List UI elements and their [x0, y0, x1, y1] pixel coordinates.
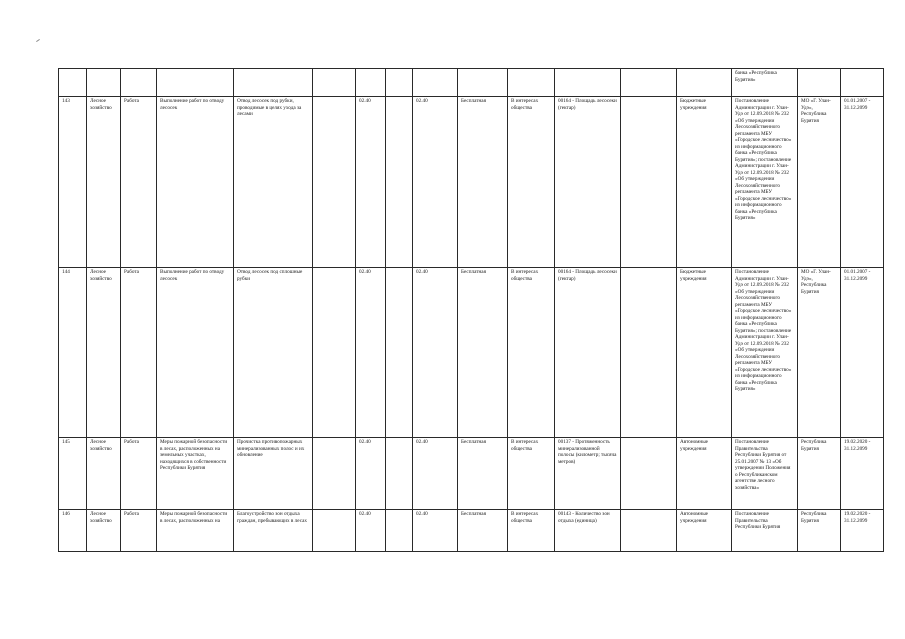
table-row-continued	[59, 69, 884, 97]
table-row	[59, 268, 884, 438]
cell-payment: Бесплатная	[458, 438, 508, 510]
cell-content: Прочистка противопожарных минерализованных полос и их обновление	[234, 438, 313, 510]
cell-institution: Автономные учреждения	[677, 438, 732, 510]
cell-institution: Бюджетные учреждения	[677, 97, 732, 268]
cell-code2: 02.40	[413, 268, 458, 438]
cell-interest: В интересах общества	[508, 438, 555, 510]
cell-kind: Работа	[121, 97, 157, 268]
cell-c2	[386, 268, 413, 438]
cell-kind: Работа	[121, 510, 157, 552]
cell-num: 143	[59, 97, 87, 268]
cell-c1	[313, 438, 356, 510]
cell-basis: Постановление Правительства Республики Бурятия	[732, 510, 798, 552]
cell-c1	[313, 97, 356, 268]
cell-basis-continued: банка «Республика Бурятия»	[732, 69, 798, 97]
cell-content: Отвод лесосек под рубки, проводимые в целях ухода за лесами	[234, 97, 313, 268]
cell-c3	[621, 438, 677, 510]
cell-owner: МО «Г. Улан-Удэ», Республика Бурятия	[798, 97, 841, 268]
cell-basis: Постановление Правительства Республики Бурятия от 25.01.2007 № 13 «Об утверждении Положения о Республиканском агентстве лесного хозяйства»	[732, 438, 798, 510]
cell-c1	[313, 268, 356, 438]
cell-code1: 02.40	[356, 97, 386, 268]
table-row	[59, 510, 884, 552]
cell-code1: 02.40	[356, 438, 386, 510]
registry-table	[58, 68, 884, 552]
cell-period: 01.01.2007 - 31.12.2099	[841, 268, 884, 438]
cell-c2	[386, 510, 413, 552]
cell-period: 19.02.2020 - 31.12.2099	[841, 438, 884, 510]
cell-payment: Бесплатная	[458, 97, 508, 268]
cell-c3	[621, 510, 677, 552]
cell-payment: Бесплатная	[458, 510, 508, 552]
cell-sector: Лесное хозяйство	[87, 510, 121, 552]
cell-indicator: 00164 - Площадь лесосеки (гектар)	[555, 97, 621, 268]
cell-interest: В интересах общества	[508, 510, 555, 552]
cell-c2	[386, 438, 413, 510]
cell-content: Благоустройство зон отдыха граждан, пребывающих в лесах	[234, 510, 313, 552]
cell-code2: 02.40	[413, 510, 458, 552]
table-row	[59, 97, 884, 268]
cell-c3	[621, 97, 677, 268]
cell-num: 146	[59, 510, 87, 552]
cell-basis: Постановление Администрации г. Улан-Удэ от 12.09.2018 № 232 «Об утверждении Лесохозяйственного регламента МБУ «Городское лесничество» из информационного банка «Республика Бурятия»; постановление Администрации г. Улан-Удэ от 12.09.2018 № 232 «Об утверждении Лесохозяйственного регламента МБУ «Городское лесничество» из информационного банка «Республика Бурятия»	[732, 268, 798, 438]
cell-owner: Республика Бурятия	[798, 438, 841, 510]
scan-speck	[36, 39, 40, 42]
table-row	[59, 438, 884, 510]
cell-c3	[621, 268, 677, 438]
cell-indicator: 00164 - Площадь лесосеки (гектар)	[555, 268, 621, 438]
cell-owner: Республика Бурятия	[798, 510, 841, 552]
cell-indicator: 00143 - Количество зон отдыха (единица)	[555, 510, 621, 552]
cell-interest: В интересах общества	[508, 97, 555, 268]
cell-name: Меры пожарной безопасности в лесах, расположенных на земельных участках, находящихся в собственности Республики Бурятия	[157, 438, 234, 510]
cell-sector: Лесное хозяйство	[87, 438, 121, 510]
cell-c1	[313, 510, 356, 552]
cell-payment: Бесплатная	[458, 268, 508, 438]
cell-code2: 02.40	[413, 438, 458, 510]
cell-code1: 02.40	[356, 510, 386, 552]
cell-sector: Лесное хозяйство	[87, 268, 121, 438]
cell-institution: Бюджетные учреждения	[677, 268, 732, 438]
cell-period: 01.01.2007 - 31.12.2099	[841, 97, 884, 268]
cell-period: 19.02.2020 - 31.12.2099	[841, 510, 884, 552]
cell-num: 145	[59, 438, 87, 510]
cell-institution: Автономные учреждения	[677, 510, 732, 552]
cell-owner: МО «Г. Улан-Удэ», Республика Бурятия	[798, 268, 841, 438]
cell-kind: Работа	[121, 438, 157, 510]
cell-content: Отвод лесосек под сплошные рубки	[234, 268, 313, 438]
cell-name: Выполнение работ по отводу лесосек	[157, 268, 234, 438]
table-body	[59, 69, 884, 552]
cell-name: Меры пожарной безопасности в лесах, расположенных на	[157, 510, 234, 552]
cell-num: 144	[59, 268, 87, 438]
cell-basis: Постановление Администрации г. Улан-Удэ от 12.09.2018 № 232 «Об утверждении Лесохозяйственного регламента МБУ «Городское лесничество» из информационного банка «Республика Бурятия»; постановление Администрации г. Улан-Удэ от 12.09.2018 № 232 «Об утверждении Лесохозяйственного регламента МБУ «Городское лесничество» из информационного банка «Республика Бурятия»	[732, 97, 798, 268]
cell-kind: Работа	[121, 268, 157, 438]
cell-code2: 02.40	[413, 97, 458, 268]
cell-indicator: 00137 - Протяженность минерализованной полосы (километр; тысяча метров)	[555, 438, 621, 510]
cell-c2	[386, 97, 413, 268]
cell-sector: Лесное хозяйство	[87, 97, 121, 268]
cell-interest: В интересах общества	[508, 268, 555, 438]
cell-code1: 02.40	[356, 268, 386, 438]
cell-name: Выполнение работ по отводу лесосек	[157, 97, 234, 268]
